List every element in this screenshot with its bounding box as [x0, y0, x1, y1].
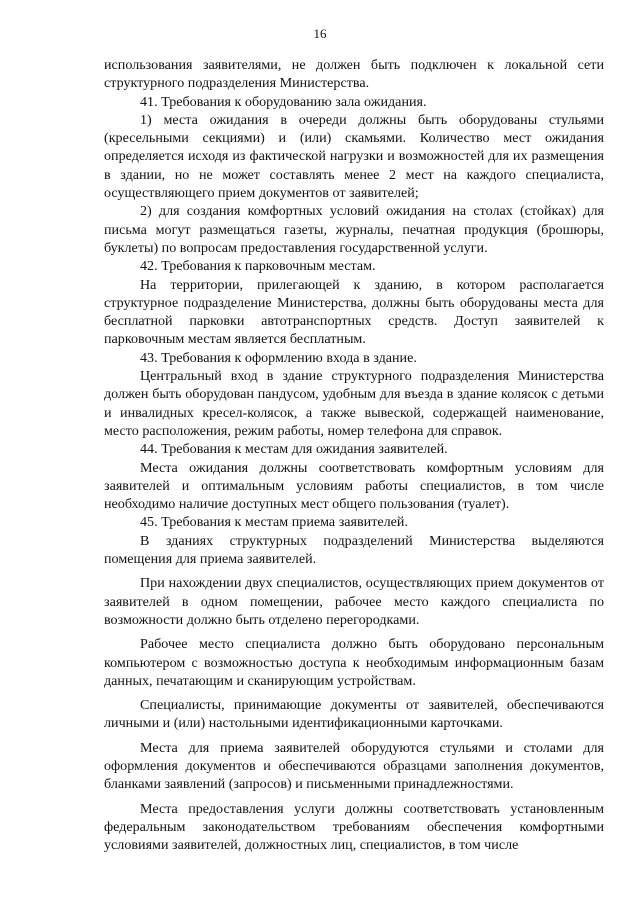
section-heading-44: 44. Требования к местам для ожидания заявителей. [140, 441, 448, 458]
document-body [104, 56, 604, 854]
section-heading-43: 43. Требования к оформлению входа в здание. [140, 349, 417, 366]
paragraph-41-item-2: 2) для создания комфортных условий ожидания на столах (стойках) для письма могут размещаться газеты, журналы, печатная продукция (брошюры, буклеты) по вопросам предоставления государственной услуги. [104, 203, 604, 256]
paragraph-42: На территории, прилегающей к зданию, в котором располагается структурное подразделение Министерства, должны быть оборудованы места для бесплатной парковки автотранспортных средств. Доступ заявителей к парковочным местам является бесплатным. [104, 276, 604, 348]
paragraph-45-comfort: Места предоставления услуги должны соответствовать установленным федеральным законодательством требованиям обеспечения комфортными условиями заявителей, должностных лиц, специалистов, в том числе [104, 800, 604, 854]
paragraph-45-workplace: Рабочее место специалиста должно быть оборудовано персональным компьютером с возможностью доступа к необходимым информационным базам данных, печатающим и сканирующим устройствам. [104, 636, 604, 689]
section-heading-41: 41. Требования к оборудованию зала ожидания. [140, 93, 427, 110]
section-heading-42: 42. Требования к парковочным местам. [140, 258, 376, 275]
paragraph-45-furniture: Места для приема заявителей оборудуются стульями и столами для оформления документов и обеспечиваются образцами заполнения документов, бланками заявлений (запросов) и письменными принадлежностями. [104, 739, 604, 793]
paragraph-44: Места ожидания должны соответствовать комфортным условиям для заявителей и оптимальным условиям работы специалистов, в том числе необходимо наличие доступных мест общего пользования (туалет). [104, 459, 604, 513]
paragraph-41-item-1: 1) места ожидания в очереди должны быть оборудованы стульями (кресельными секциями) и (или) скамьями. Количество мест ожидания определяется исходя из фактической нагрузки и возможностей для их размещения в здании, но не может составлять менее 2 мест на каждого специалиста, осуществляющего прием документов от заявителей; [104, 111, 604, 202]
section-heading-45: 45. Требования к местам приема заявителей. [140, 514, 408, 531]
paragraph-45-id-cards: Специалисты, принимающие документы от заявителей, обеспечиваются личными и (или) настольными идентификационными карточками. [104, 697, 604, 732]
paragraph-43: Центральный вход в здание структурного подразделения Министерства должен быть оборудован пандусом, удобным для въезда в здание колясок с детьми и инвалидных кресел-колясок, а также вывеской, содержащей наименование, место расположения, режим работы, номер телефона для справок. [104, 368, 604, 439]
page-number: 16 [313, 26, 327, 41]
paragraph-45-two-specialists: При нахождении двух специалистов, осуществляющих прием документов от заявителей в одном помещении, рабочее место каждого специалиста по возможности должно быть отделено перегородками. [104, 575, 604, 628]
paragraph-45-premises: В зданиях структурных подразделений Министерства выделяются помещения для приема заявителей. [104, 532, 604, 568]
paragraph-continuation: использования заявителями, не должен быть подключен к локальной сети структурного подразделения Министерства. [104, 57, 604, 92]
